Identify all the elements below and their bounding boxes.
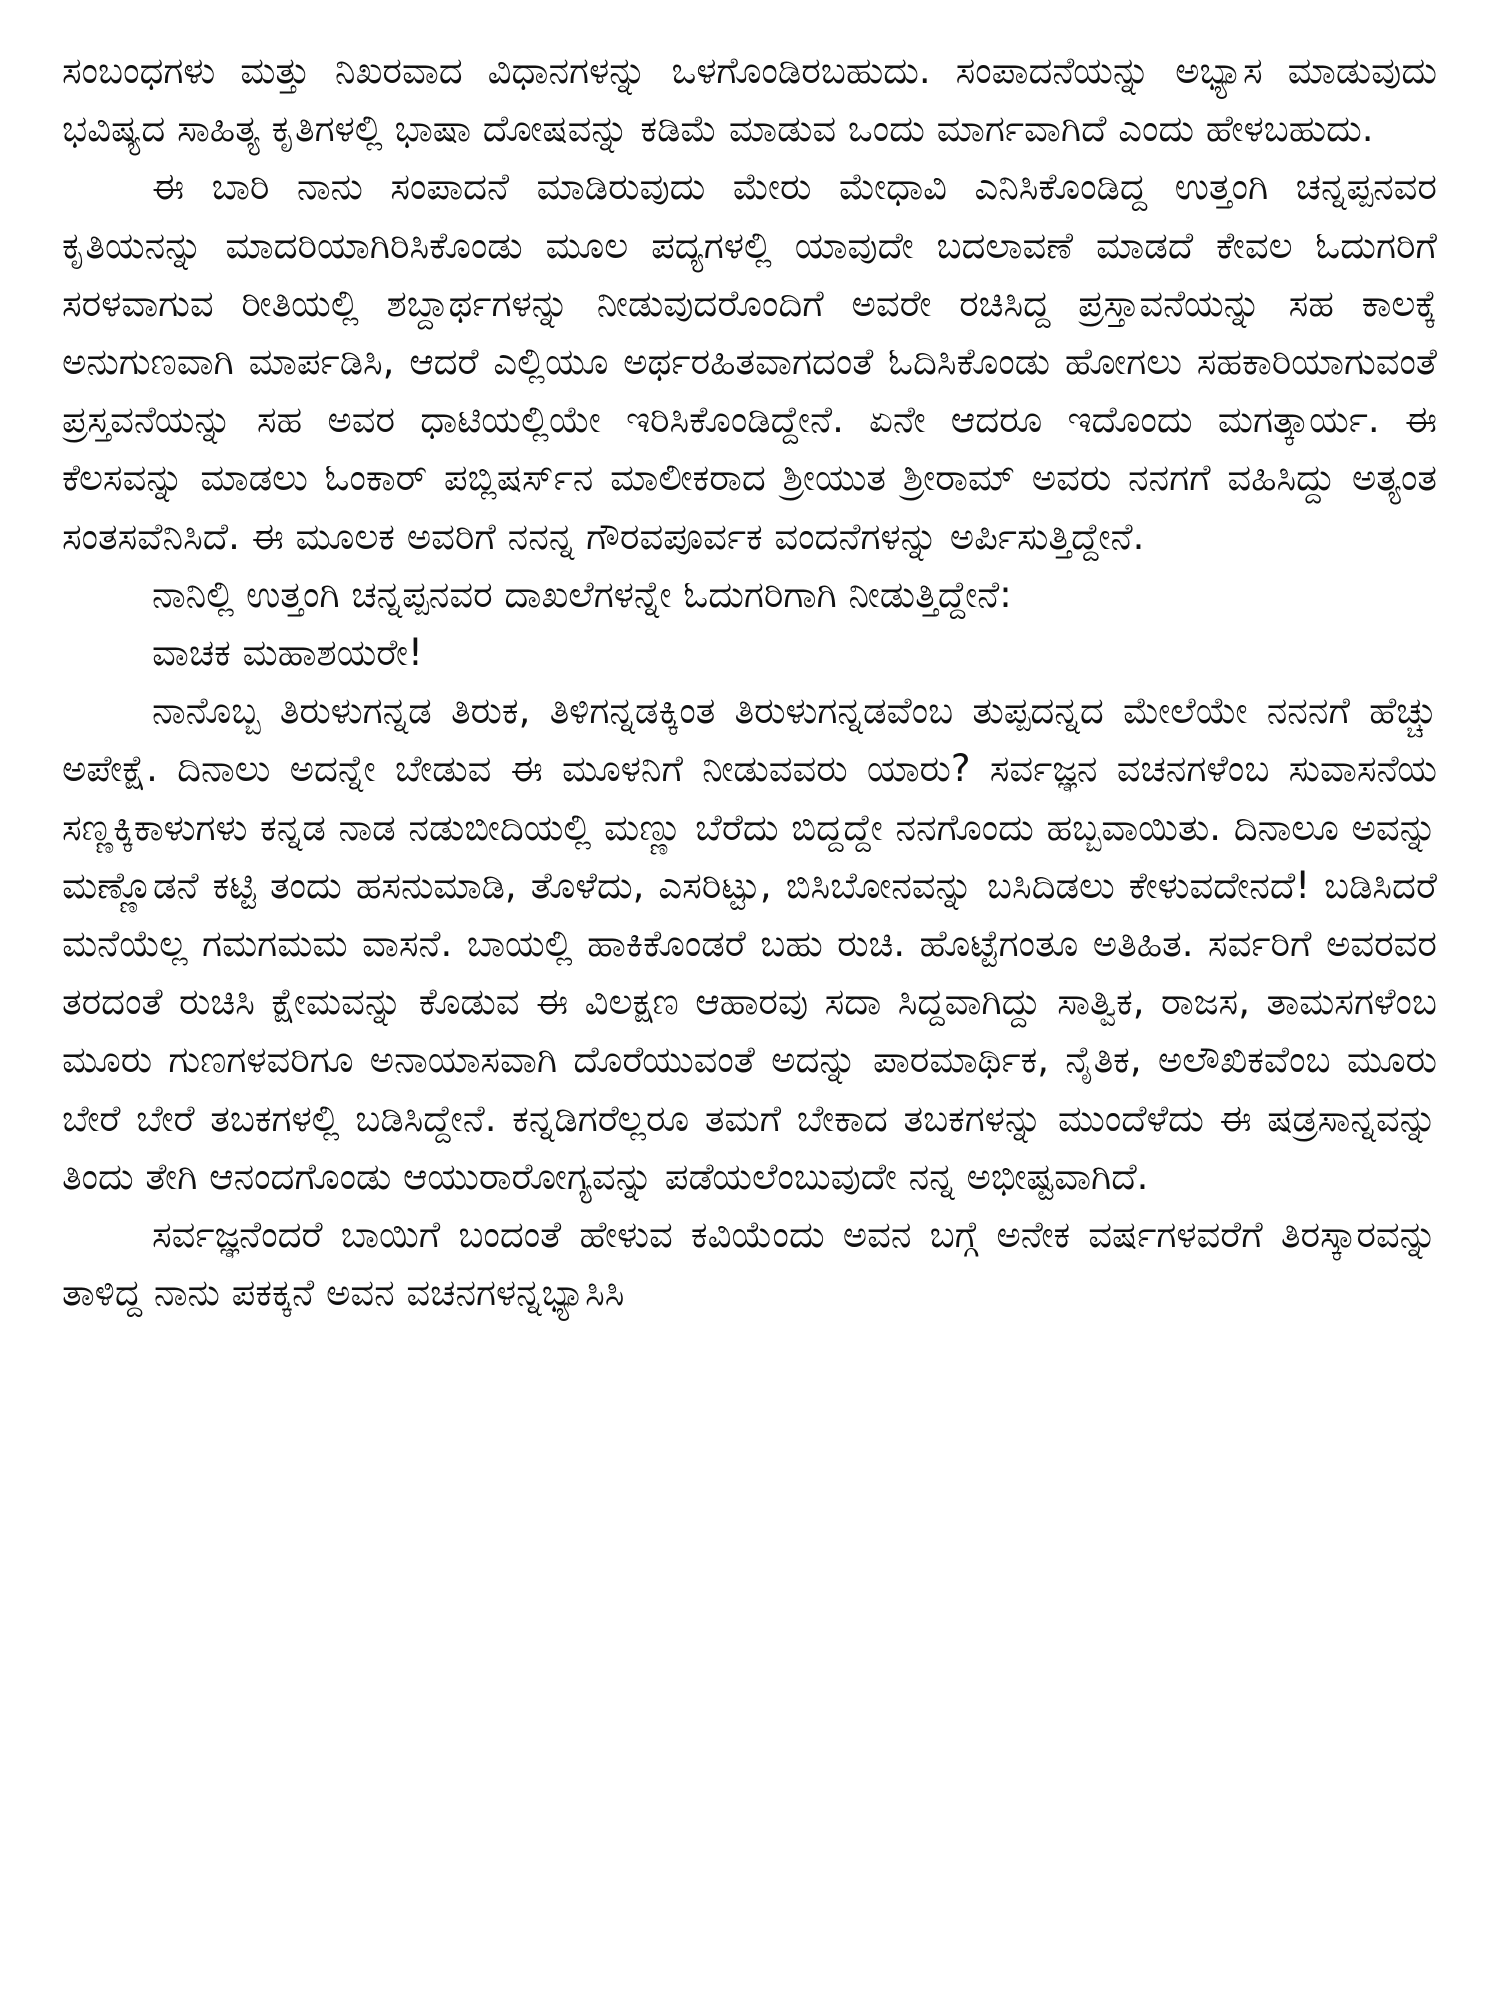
paragraph-1: ಸಂಬಂಧಗಳು ಮತ್ತು ನಿಖರವಾದ ವಿಧಾನಗಳನ್ನು ಒಳಗೊಂಡಿರಬಹುದು. ಸಂಪಾದನೆಯನ್ನು ಅಭ್ಯಾಸ ಮಾಡುವುದು ಭವಿಷ್ಯದ ಸಾಹಿತ್ಯ ಕೃತಿಗಳಲ್ಲಿ ಭಾಷಾ ದೋಷವನ್ನು ಕಡಿಮೆ ಮಾಡುವ ಒಂದು ಮಾರ್ಗವಾಗಿದೆ ಎಂದು ಹೇಳಬಹುದು. <box>62 49 1437 151</box>
paragraph-3: ನಾನಿಲ್ಲಿ ಉತ್ತಂಗಿ ಚನ್ನಪ್ಪನವರ ದಾಖಲೆಗಳನ್ನೇ ಓದುಗರಿಗಾಗಿ ನೀಡುತ್ತಿದ್ದೇನೆ: <box>152 572 1012 616</box>
paragraph-4: ವಾಚಕ ಮಹಾಶಯರೇ! <box>152 631 423 675</box>
document-text-body <box>62 42 1437 1322</box>
paragraph-6: ಸರ್ವಜ್ಞನೆಂದರೆ ಬಾಯಿಗೆ ಬಂದಂತೆ ಹೇಳುವ ಕವಿಯೆಂದು ಅವನ ಬಗ್ಗೆ ಅನೇಕ ವರ್ಷಗಳವರೆಗೆ ತಿರಸ್ಕಾರವನ್ನು ತಾಳಿದ್ದ ನಾನು ಪಕಕ್ಕನೆ ಅವನ ವಚನಗಳನ್ನಭ್ಯಾಸಿಸಿ <box>62 1213 1437 1315</box>
paragraph-5: ನಾನೊಬ್ಬ ತಿರುಳುಗನ್ನಡ ತಿರುಕ, ತಿಳಿಗನ್ನಡಕ್ಕಿಂತ ತಿರುಳುಗನ್ನಡವೆಂಬ ತುಪ್ಪದನ್ನದ ಮೇಲೆಯೇ ನನನಗೆ ಹೆಚ್ಚು ಅಪೇಕ್ಷೆ. ದಿನಾಲು ಅದನ್ನೇ ಬೇಡುವ ಈ ಮೂಳನಿಗೆ ನೀಡುವವರು ಯಾರು? ಸರ್ವಜ್ಞನ ವಚನಗಳೆಂಬ ಸುವಾಸನೆಯ ಸಣ್ಣಕ್ಕಿಕಾಳುಗಳು ಕನ್ನಡ ನಾಡ ನಡುಬೀದಿಯಲ್ಲಿ ಮಣ್ಣು ಬೆರೆದು ಬಿದ್ದದ್ದೇ ನನಗೊಂದು ಹಬ್ಬವಾಯಿತು. ದಿನಾಲೂ ಅವನ್ನು ಮಣ್ಣೊಡನೆ ಕಟ್ಟಿ ತಂದು ಹಸನುಮಾಡಿ, ತೊಳೆದು, ಎಸರಿಟ್ಟು, ಬಿಸಿಬೋನವನ್ನು ಬಸಿದಿಡಲು ಕೇಳುವದೇನದೆ! ಬಡಿಸಿದರೆ ಮನೆಯೆಲ್ಲ ಗಮಗಮಮ ವಾಸನೆ. ಬಾಯಲ್ಲಿ ಹಾಕಿಕೊಂಡರೆ ಬಹು ರುಚಿ. ಹೊಟ್ಟೆಗಂತೂ ಅತಿಹಿತ. ಸರ್ವರಿಗೆ ಅವರವರ ತರದಂತೆ ರುಚಿಸಿ ಕ್ಷೇಮವನ್ನು ಕೊಡುವ ಈ ವಿಲಕ್ಷಣ ಆಹಾರವು ಸದಾ ಸಿದ್ದವಾಗಿದ್ದು ಸಾತ್ವಿಕ, ರಾಜಸ, ತಾಮಸಗಳೆಂಬ ಮೂರು ಗುಣಗಳವರಿಗೂ ಅನಾಯಾಸವಾಗಿ ದೊರೆಯುವಂತೆ ಅದನ್ನು ಪಾರಮಾರ್ಥಿಕ, ನೈತಿಕ, ಅಲೌಖಿಕವೆಂಬ ಮೂರು ಬೇರೆ ಬೇರೆ ತಬಕಗಳಲ್ಲಿ ಬಡಿಸಿದ್ದೇನೆ. ಕನ್ನಡಿಗರೆಲ್ಲರೂ ತಮಗೆ ಬೇಕಾದ ತಬಕಗಳನ್ನು ಮುಂದೆಳೆದು ಈ ಷಡ್ರಸಾನ್ನವನ್ನು ತಿಂದು ತೇಗಿ ಆನಂದಗೊಂಡು ಆಯುರಾರೋಗ್ಯವನ್ನು ಪಡೆಯಲೆಂಬುವುದೇ ನನ್ನ ಅಭೀಷ್ಟವಾಗಿದೆ. <box>62 689 1437 1198</box>
paragraph-2: ಈ ಬಾರಿ ನಾನು ಸಂಪಾದನೆ ಮಾಡಿರುವುದು ಮೇರು ಮೇಧಾವಿ ಎನಿಸಿಕೊಂಡಿದ್ದ ಉತ್ತಂಗಿ ಚನ್ನಪ್ಪನವರ ಕೃತಿಯನನ್ನು ಮಾದರಿಯಾಗಿರಿಸಿಕೊಂಡು ಮೂಲ ಪದ್ಯಗಳಲ್ಲಿ ಯಾವುದೇ ಬದಲಾವಣೆ ಮಾಡದೆ ಕೇವಲ ಓದುಗರಿಗೆ ಸರಳವಾಗುವ ರೀತಿಯಲ್ಲಿ ಶಬ್ದಾರ್ಥಗಳನ್ನು ನೀಡುವುದರೊಂದಿಗೆ ಅವರೇ ರಚಿಸಿದ್ದ ಪ್ರಸ್ತಾವನೆಯನ್ನು ಸಹ ಕಾಲಕ್ಕೆ ಅನುಗುಣವಾಗಿ ಮಾರ್ಪಡಿಸಿ, ಆದರೆ ಎಲ್ಲಿಯೂ ಅರ್ಥರಹಿತವಾಗದಂತೆ ಓದಿಸಿಕೊಂಡು ಹೋಗಲು ಸಹಕಾರಿಯಾಗುವಂತೆ ಪ್ರಸ್ತವನೆಯನ್ನು ಸಹ ಅವರ ಧಾಟಿಯಲ್ಲಿಯೇ ಇರಿಸಿಕೊಂಡಿದ್ದೇನೆ. ಏನೇ ಆದರೂ ಇದೊಂದು ಮಗತ್ಕಾರ್ಯ. ಈ ಕೆಲಸವನ್ನು ಮಾಡಲು ಓಂಕಾರ್ ಪಬ್ಲಿಷರ್ಸ್‌ನ ಮಾಲೀಕರಾದ ಶ್ರೀಯುತ ಶ್ರೀರಾಮ್ ಅವರು ನನಗಗೆ ವಹಿಸಿದ್ದು ಅತ್ಯಂತ ಸಂತಸವೆನಿಸಿದೆ. ಈ ಮೂಲಕ ಅವರಿಗೆ ನನನ್ನ ಗೌರವಪೂರ್ವಕ ವಂದನೆಗಳನ್ನು ಅರ್ಪಿಸುತ್ತಿದ್ದೇನೆ. <box>62 165 1437 558</box>
